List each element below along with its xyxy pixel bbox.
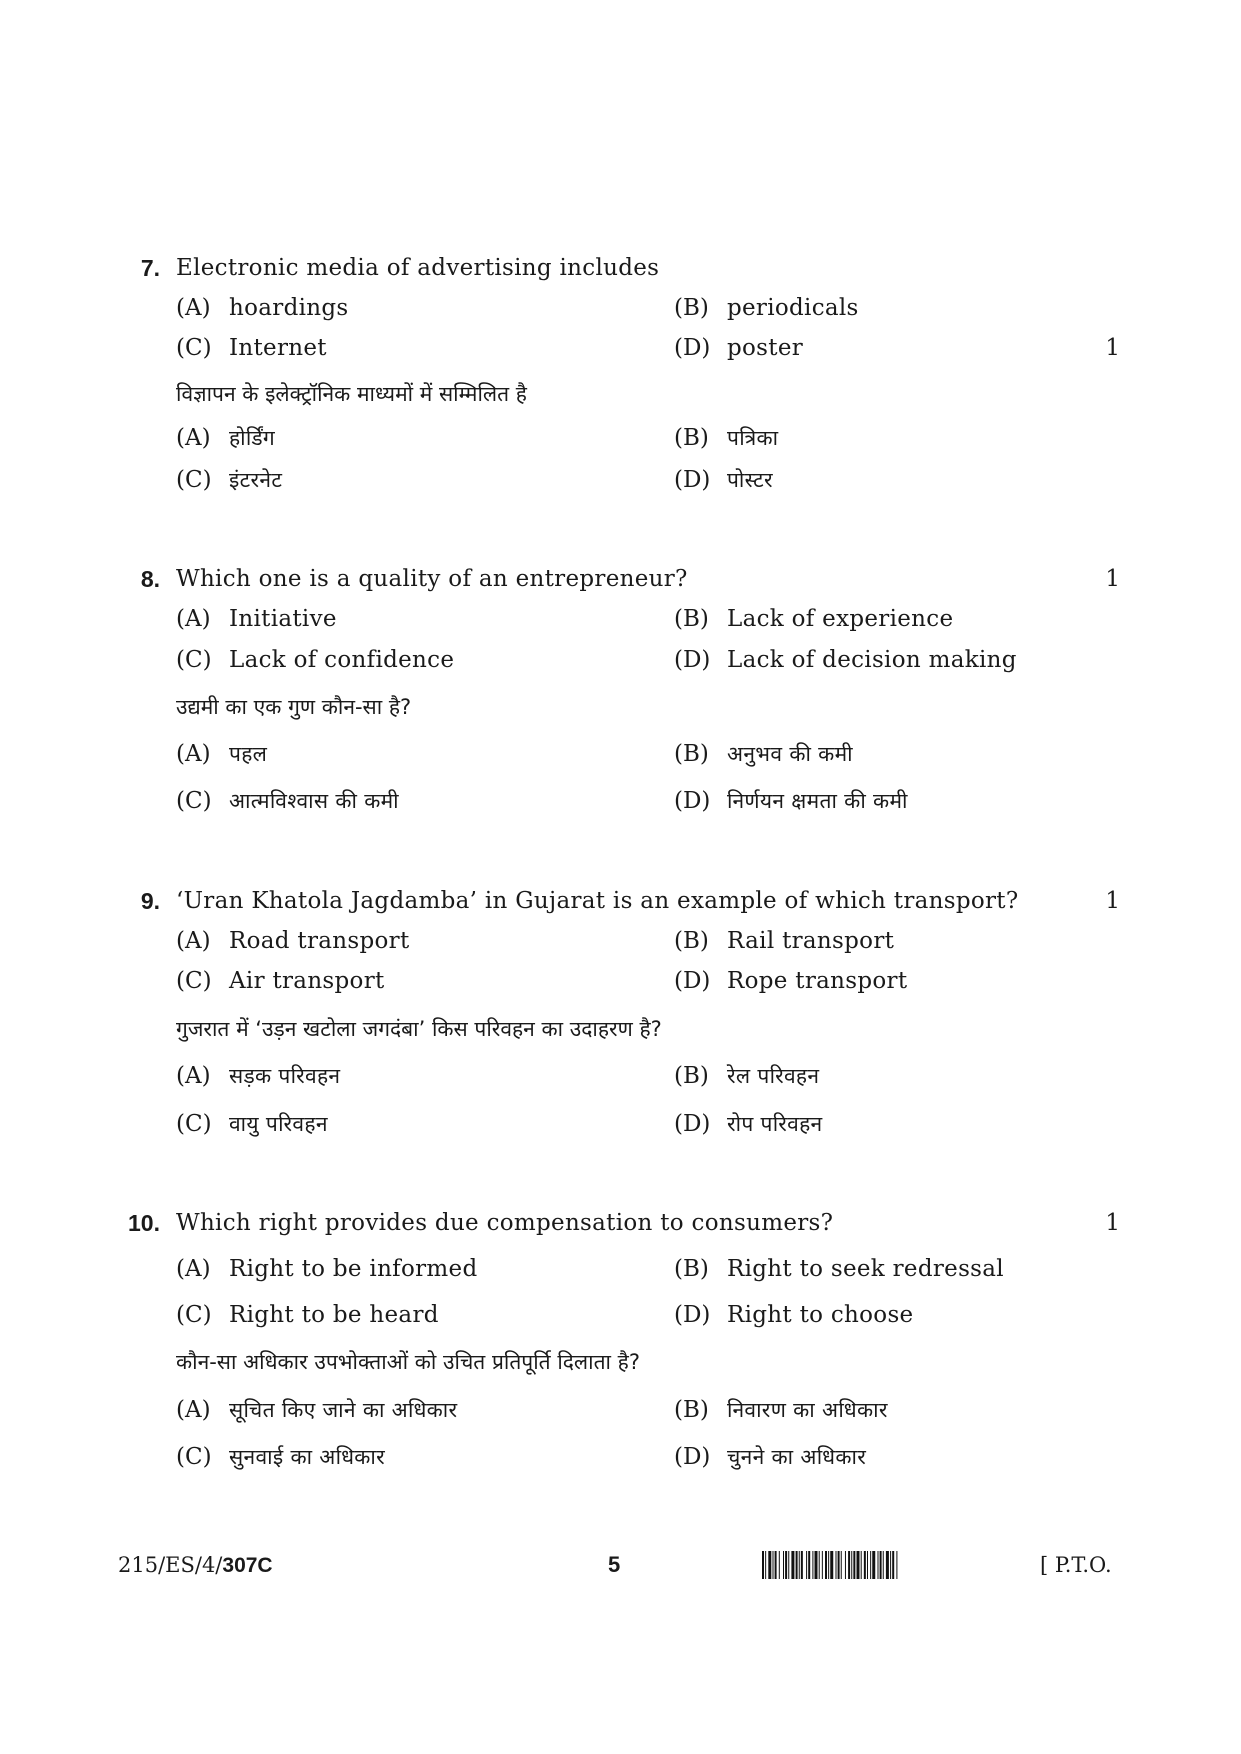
marks: 1 — [1105, 566, 1120, 592]
hindi-question-text: गुजरात में ‘उड़न खटोला जगदंबा’ किस परिवहन का उदाहरण है? — [176, 1017, 662, 1041]
hindi-question-text: कौन-सा अधिकार उपभोक्ताओं को उचित प्रतिपूर्ति दिलाता है? — [176, 1350, 640, 1374]
hindi-question-text: उद्यमी का एक गुण कौन-सा है? — [176, 695, 412, 719]
page-number: 5 — [608, 1552, 621, 1577]
question-text: ‘Uran Khatola Jagdamba’ in Gujarat is an example of which transport? — [176, 888, 1019, 914]
question-text: Which one is a quality of an entrepreneur? — [176, 566, 688, 592]
paper-code: 215/ES/4/307C — [118, 1553, 273, 1577]
marks: 1 — [1105, 888, 1120, 914]
question-number: 9. — [140, 888, 160, 914]
hindi-question-text: विज्ञापन के इलेक्ट्रॉनिक माध्यमों में सम्मिलित है — [176, 382, 527, 406]
marks: 1 — [1105, 1210, 1120, 1236]
question-text: Electronic media of advertising includes — [176, 255, 660, 281]
marks: 1 — [1105, 335, 1120, 361]
pto-label: [ P.T.O. — [1040, 1553, 1112, 1577]
page-footer — [0, 1545, 1241, 1585]
question-number: 8. — [140, 566, 160, 592]
question-number: 10. — [128, 1210, 160, 1236]
question-text: Which right provides due compensation to consumers? — [176, 1210, 834, 1236]
question-number: 7. — [140, 255, 160, 281]
barcode — [762, 1551, 1022, 1579]
